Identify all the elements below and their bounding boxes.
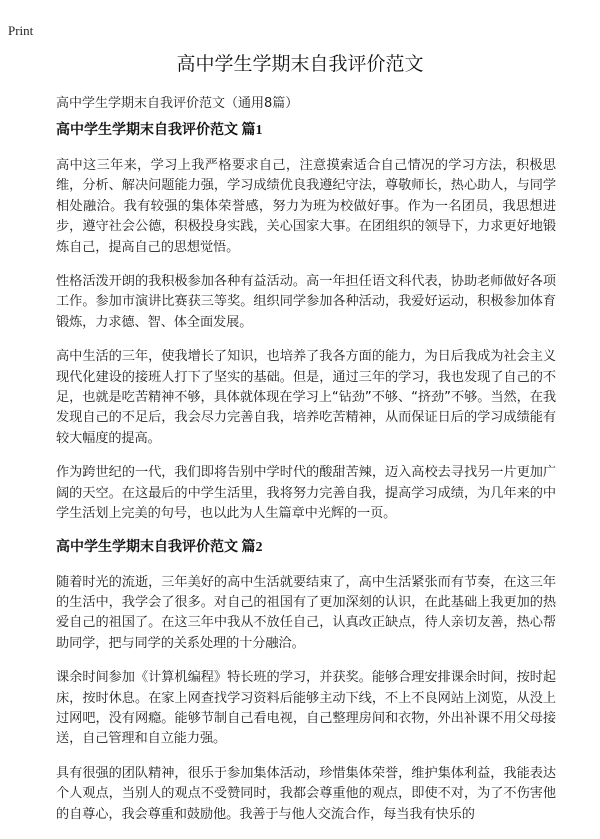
section-heading: 高中学生学期末自我评价范文 篇2	[56, 539, 263, 555]
paragraph: 高中这三年来，学习上我严格要求自己，注意摸索适合自己情况的学习方法，积极思维，分析、解决问题能力强，学习成绩优良我遵纪守法，尊敬师长，热心助人，与同学相处融洽。我有较强的集体荣誉感，努力为班为校做好事。作为一名团员，我思想进步，遵守社会公德，积极投身实践，关心国家大事。在团组织的领导下，力求更好地锻炼自己，提高自己的思想觉悟。	[56, 158, 556, 255]
section-1	[56, 122, 556, 525]
paragraph: 具有很强的团队精神，很乐于参加集体活动，珍惜集体荣誉，维护集体利益，我能表达个人观点，当别人的观点不受赞同时，我都会尊重他的观点，即使不对，为了不伤害他的自尊心，我会尊重和鼓励他。我善于与他人交流合作，每当我有快乐的	[56, 765, 556, 822]
document-subtitle: 高中学生学期末自我评价范文（通用8篇）	[56, 96, 299, 111]
section-heading: 高中学生学期末自我评价范文 篇1	[56, 123, 263, 138]
print-link[interactable]: Print	[8, 23, 34, 38]
paragraph: 课余时间参加《计算机编程》特长班的学习，并获奖。能够合理安排课余时间，按时起床，按时休息。在家上网查找学习资料后能够主动下线，不上不良网站上浏览，从没上过网吧，没有网瘾。能够节制自己看电视，自己整理房间和衣物，外出补课不用父母接送，自己管理和自立能力强。	[56, 670, 556, 747]
paragraph: 随着时光的流逝，三年美好的高中生活就要结束了，高中生活紧张而有节奏，在这三年的生活中，我学会了很多。对自己的祖国有了更加深刻的认识，在此基础上我更加的热爱自己的祖国了。在这三年中我从不放任自己，认真改正缺点，待人亲切友善，热心帮助同学，把与同学的关系处理的十分融洽。	[56, 574, 556, 651]
paragraph: 性格活泼开朗的我积极参加各种有益活动。高一年担任语文科代表，协助老师做好各项工作。参加市演讲比赛获三等奖。组织同学参加各种活动，我爱好运动，积极参加体育锻炼，力求德、智、体全面发展。	[56, 274, 556, 330]
document-body	[56, 122, 556, 839]
section-2	[56, 539, 556, 825]
paragraph: 高中生活的三年，使我增长了知识，也培养了我各方面的能力，为日后我成为社会主义现代化建设的接班人打下了坚实的基础。但是，通过三年的学习，我也发现了自己的不足，也就是吃苦精神不够，具体就体现在学习上“钻劲”不够、“挤劲”不够。当然，在我发现自己的不足后，我会尽力完善自我，培养吃苦精神，从而保证日后的学习成绩能有较大幅度的提高。	[56, 349, 556, 446]
paragraph: 作为跨世纪的一代，我们即将告别中学时代的酸甜苦辣，迈入高校去寻找另一片更加广阔的天空。在这最后的中学生活里，我将努力完善自我，提高学习成绩，为几年来的中学生活划上完美的句号，也以此为人生篇章中光辉的一页。	[56, 465, 556, 522]
page-title: 高中学生学期末自我评价范文	[176, 53, 424, 75]
